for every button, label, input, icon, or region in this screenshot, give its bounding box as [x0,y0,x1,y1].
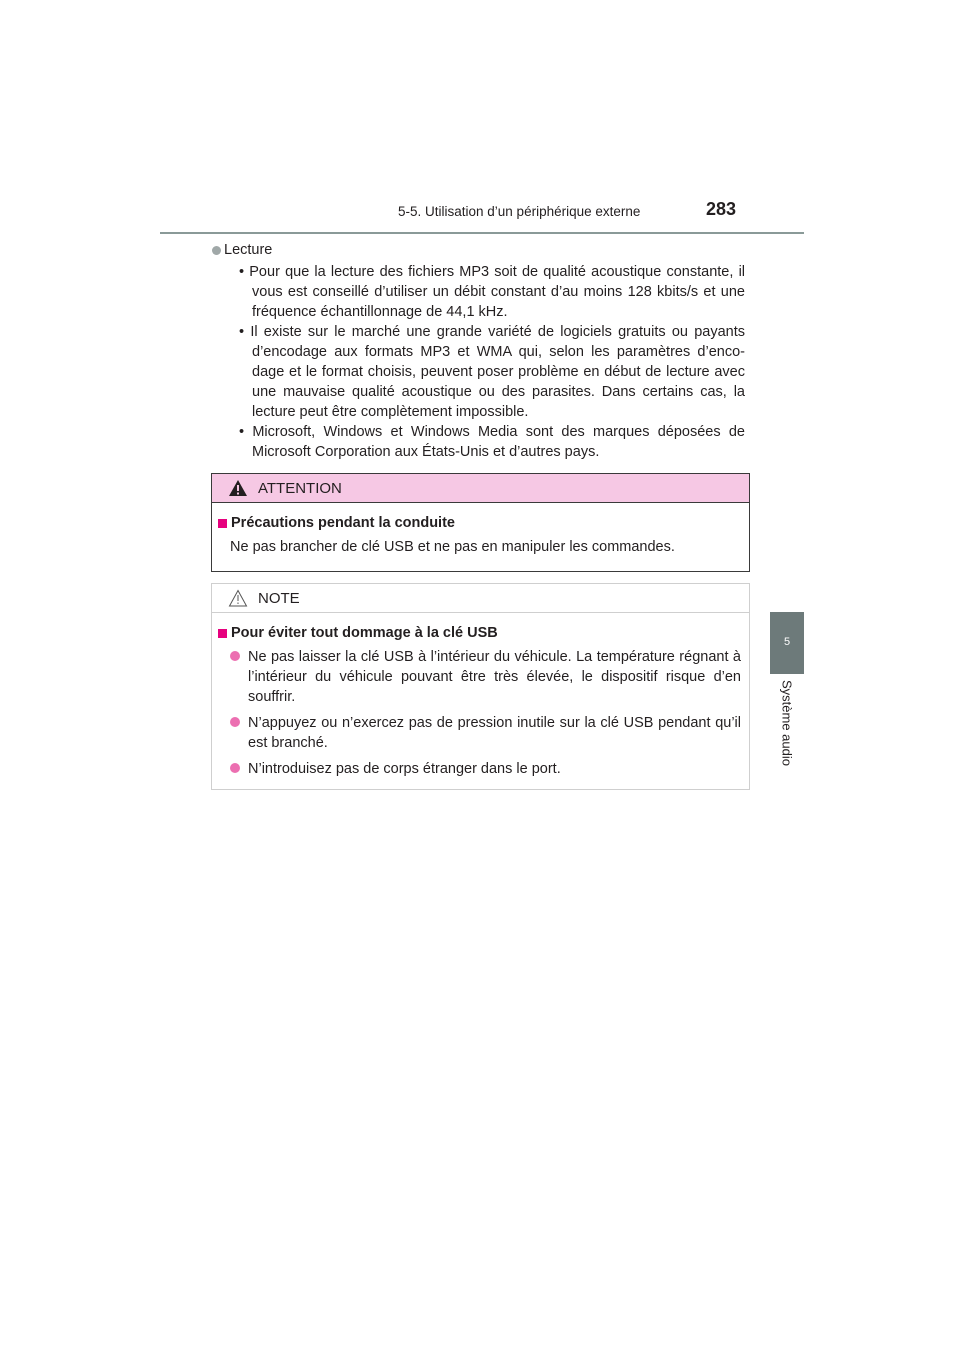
list-item-text: Il existe sur le marché une grande variété de logiciels gratuits ou payants d’encodage aux formats MP3 et WMA qui, selon les paramètres d’enco-dage et le format choisis, peuvent poser problème en début de lecture avec une mauvaise qualité acoustique ou des parasites. Dans certains cas, la lecture peut être complètement impossible. [250,324,745,420]
attention-box [211,473,750,572]
list-item-text: Ne pas laisser la clé USB à l’intérieur du véhicule. La température régnant à l’intérieur du véhicule pouvant être très élevée, le dispositif risque d’en souffrir. [248,649,741,705]
note-title: NOTE [258,589,300,607]
page-number: 283 [706,199,737,219]
list-item [230,647,741,707]
bullet-dot-icon [230,763,240,773]
section-title: 5-5. Utilisation d’un périphérique externe [398,204,641,219]
attention-subheading-text: Précautions pendant la conduite [231,515,455,531]
attention-title: ATTENTION [258,479,342,497]
header-divider [160,232,804,234]
bullet-dot-icon [212,246,221,255]
playback-heading-text: Lecture [224,242,273,258]
list-item-text: N’introduisez pas de corps étranger dans le port. [248,761,561,777]
warning-triangle-icon [228,479,248,497]
list-item [230,713,741,753]
list-item: • Pour que la lecture des fichiers MP3 soit de qualité acoustique constante, il vous est conseillé d’utiliser un débit constant d’au moins 128 kbits/s et une fréquence échantillonnage de 44,1 kHz. [239,264,746,320]
attention-subheading [218,515,741,531]
note-subheading-text: Pour éviter tout dommage à la clé USB [231,625,498,641]
playback-list [212,262,745,462]
main-content [212,242,745,462]
note-body [212,613,749,779]
attention-body [212,503,749,557]
attention-text: Ne pas brancher de clé USB et ne pas en manipuler les commandes. [230,539,675,555]
note-list [218,647,741,779]
list-item-text: Microsoft, Windows et Windows Media sont des marques déposées de Microsoft Corporation aux États-Unis et d’autres pays. [252,424,745,460]
list-item-text: Pour que la lecture des fichiers MP3 soit de qualité acoustique constante, il vous est conseillé d’utiliser un débit constant d’au moins 128 kbits/s et une fréquence échantillonnage de 44,1 kHz. [249,264,746,320]
bullet-dot-icon [230,651,240,661]
list-item-text: N’appuyez ou n’exercez pas de pression inutile sur la clé USB pendant qu’il est branché. [248,715,741,751]
chapter-tab-divider [770,672,804,674]
list-item [230,759,741,779]
note-header [212,584,749,613]
caution-triangle-icon [228,589,248,607]
chapter-tab [770,612,804,672]
attention-header [212,474,749,503]
list-item: • Il existe sur le marché une grande variété de logiciels gratuits ou payants d’encodage aux formats MP3 et WMA qui, selon les paramètres d’enco-dage et le format choisis, peuvent poser problème en début de lecture avec une mauvaise qualité acoustique ou des parasites. Dans certains cas, la lecture peut être complètement impossible. [239,324,745,420]
list-item: • Microsoft, Windows et Windows Media sont des marques déposées de Microsoft Corporation aux États-Unis et d’autres pays. [239,424,745,460]
note-box [211,583,750,790]
square-bullet-icon [218,519,227,528]
note-subheading [218,625,741,641]
bullet-dot-icon [230,717,240,727]
chapter-number: 5 [783,636,791,648]
chapter-label: Système audio [779,680,795,766]
playback-heading [212,242,745,258]
square-bullet-icon [218,629,227,638]
